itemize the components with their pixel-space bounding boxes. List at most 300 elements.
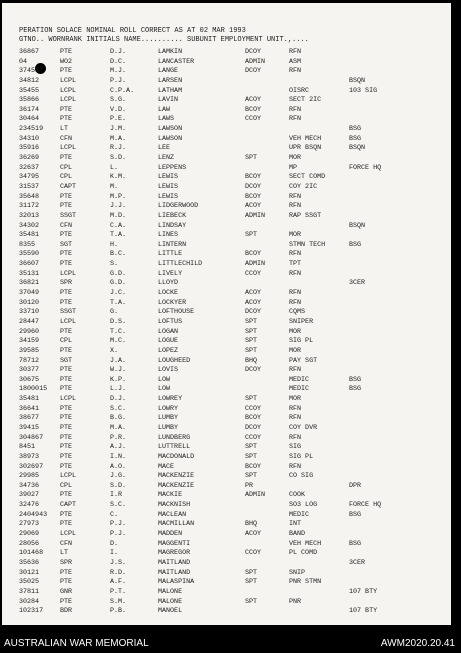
initials-cell: W.J. bbox=[110, 366, 127, 375]
service-number-cell: 101468 bbox=[19, 549, 44, 558]
initials-cell: P.J. bbox=[110, 76, 127, 85]
subunit-cell: CCOY bbox=[245, 115, 262, 124]
subunit-cell: PR bbox=[245, 481, 254, 490]
table-row bbox=[19, 549, 449, 559]
service-number-cell: 234519 bbox=[19, 125, 44, 134]
rank-cell: LCPL bbox=[60, 472, 77, 481]
employment-cell: ASM bbox=[289, 57, 302, 66]
subunit-cell: BCOY bbox=[245, 173, 262, 182]
rank-cell: PTE bbox=[60, 202, 73, 211]
surname-cell: LAWS bbox=[158, 115, 175, 124]
employment-cell: SIG PL bbox=[289, 337, 314, 346]
service-number-cell: 29069 bbox=[19, 530, 40, 539]
surname-cell: LANCASTER bbox=[158, 57, 195, 66]
surname-cell: MACMILLAN bbox=[158, 520, 195, 529]
employment-cell: MOR bbox=[289, 346, 302, 355]
surname-cell: MANOEL bbox=[158, 607, 183, 616]
table-row bbox=[19, 77, 449, 87]
rank-cell: PTE bbox=[60, 520, 73, 529]
table-row bbox=[19, 260, 449, 270]
rank-cell: CAPT bbox=[60, 182, 77, 191]
employment-cell: SNIPER bbox=[289, 317, 314, 326]
table-row bbox=[19, 337, 449, 347]
subunit-cell: DCOY bbox=[245, 48, 262, 56]
subunit-cell: SPT bbox=[245, 597, 258, 606]
table-row bbox=[19, 453, 449, 463]
surname-cell: LEWIS bbox=[158, 173, 179, 182]
surname-cell: MADDEN bbox=[158, 530, 183, 539]
unit-cell: BSQN bbox=[349, 76, 366, 85]
rank-cell: PTE bbox=[60, 250, 73, 259]
rank-cell: PTE bbox=[60, 510, 73, 519]
table-row bbox=[19, 173, 449, 183]
rank-cell: CAPT bbox=[60, 501, 77, 510]
initials-cell: D.J. bbox=[110, 48, 127, 56]
table-row bbox=[19, 241, 449, 251]
rank-cell: PTE bbox=[60, 115, 73, 124]
surname-cell: LINES bbox=[158, 231, 179, 240]
employment-cell: RFN bbox=[289, 250, 302, 259]
surname-cell: LOFTHOUSE bbox=[158, 308, 195, 317]
service-number-cell: 30377 bbox=[19, 366, 40, 375]
unit-cell: 3CER bbox=[349, 279, 366, 288]
table-row bbox=[19, 270, 449, 280]
table-row bbox=[19, 125, 449, 135]
table-row bbox=[19, 347, 449, 357]
initials-cell: J.C. bbox=[110, 289, 127, 298]
surname-cell: LEE bbox=[158, 144, 171, 153]
table-row bbox=[19, 569, 449, 579]
service-number-cell: 32637 bbox=[19, 163, 40, 172]
table-row bbox=[19, 501, 449, 511]
subunit-cell: SPT bbox=[245, 346, 258, 355]
subunit-cell: DCOY bbox=[245, 366, 262, 375]
initials-cell: I.N. bbox=[110, 452, 127, 461]
unit-cell: BSG bbox=[349, 385, 362, 394]
table-row bbox=[19, 482, 449, 492]
table-row bbox=[19, 385, 449, 395]
rank-cell: PTE bbox=[60, 462, 73, 471]
document-page bbox=[2, 3, 451, 625]
initials-cell: G. bbox=[110, 308, 119, 317]
subunit-cell: BCOY bbox=[245, 462, 262, 471]
employment-cell: VEH MECH bbox=[289, 134, 322, 143]
rank-cell: PTE bbox=[60, 366, 73, 375]
unit-cell: BSG bbox=[349, 134, 362, 143]
rank-cell: PTE bbox=[60, 375, 73, 384]
rank-cell: CFN bbox=[60, 221, 73, 230]
service-number-cell: 34736 bbox=[19, 481, 40, 490]
service-number-cell: 30464 bbox=[19, 115, 40, 124]
rank-cell: PTE bbox=[60, 433, 73, 442]
service-number-cell: 37453 bbox=[19, 67, 40, 76]
rank-cell: LCPL bbox=[60, 144, 77, 153]
surname-cell: LOCKE bbox=[158, 289, 179, 298]
archive-credit: AUSTRALIAN WAR MEMORIAL bbox=[4, 638, 149, 649]
rank-cell: PTE bbox=[60, 346, 73, 355]
initials-cell: J.S. bbox=[110, 558, 127, 567]
table-row bbox=[19, 106, 449, 116]
table-row bbox=[19, 511, 449, 521]
unit-cell: BSG bbox=[349, 240, 362, 249]
rank-cell: LCPL bbox=[60, 317, 77, 326]
employment-cell: OISRC bbox=[289, 86, 310, 95]
service-number-cell: 35636 bbox=[19, 558, 40, 567]
table-row bbox=[19, 96, 449, 106]
surname-cell: MACDONALD bbox=[158, 452, 195, 461]
surname-cell: LAVIN bbox=[158, 96, 179, 105]
column-headings: GTNO.. WORNRANK INITIALS NAME.......... SUBUNIT EMPLOYMENT UNIT.,.... bbox=[19, 36, 309, 44]
initials-cell: K.M. bbox=[110, 173, 127, 182]
service-number-cell: 34302 bbox=[19, 221, 40, 230]
initials-cell: V.D. bbox=[110, 105, 127, 114]
surname-cell: MALONE bbox=[158, 587, 183, 596]
subunit-cell: SPT bbox=[245, 337, 258, 346]
initials-cell: G.D. bbox=[110, 269, 127, 278]
rank-cell: SSGT bbox=[60, 211, 77, 220]
initials-cell: S.C. bbox=[110, 501, 127, 510]
subunit-cell: ADMIN bbox=[245, 260, 266, 269]
subunit-cell: SPT bbox=[245, 568, 258, 577]
table-row bbox=[19, 135, 449, 145]
service-number-cell: 304867 bbox=[19, 433, 44, 442]
initials-cell: M.A. bbox=[110, 423, 127, 432]
initials-cell: L. bbox=[110, 163, 119, 172]
initials-cell: P.E. bbox=[110, 115, 127, 124]
rank-cell: PTE bbox=[60, 423, 73, 432]
employment-cell: MOR bbox=[289, 327, 302, 336]
employment-cell: RFN bbox=[289, 115, 302, 124]
surname-cell: LOW bbox=[158, 375, 171, 384]
employment-cell: PAY SGT bbox=[289, 356, 318, 365]
initials-cell: M.C. bbox=[110, 337, 127, 346]
unit-cell: 103 SIG bbox=[349, 86, 378, 95]
surname-cell: LEWIS bbox=[158, 182, 179, 191]
service-number-cell: 30675 bbox=[19, 375, 40, 384]
rank-cell: CFN bbox=[60, 539, 73, 548]
surname-cell: LUMBY bbox=[158, 423, 179, 432]
rank-cell: CPL bbox=[60, 173, 73, 182]
subunit-cell: CCOY bbox=[245, 433, 262, 442]
subunit-cell: ADMIN bbox=[245, 491, 266, 500]
initials-cell: I. bbox=[110, 549, 119, 558]
initials-cell: T.C. bbox=[110, 327, 127, 336]
rank-cell: PTE bbox=[60, 443, 73, 452]
table-row bbox=[19, 366, 449, 376]
unit-cell: FORCE HQ bbox=[349, 501, 382, 510]
subunit-cell: SPT bbox=[245, 154, 258, 163]
table-row bbox=[19, 87, 449, 97]
service-number-cell: 31172 bbox=[19, 202, 40, 211]
initials-cell: P.J. bbox=[110, 530, 127, 539]
table-row bbox=[19, 405, 449, 415]
surname-cell: LOVIS bbox=[158, 366, 179, 375]
rank-cell: CPL bbox=[60, 163, 73, 172]
surname-cell: MACKIE bbox=[158, 491, 183, 500]
surname-cell: MALONE bbox=[158, 597, 183, 606]
initials-cell: J.A. bbox=[110, 356, 127, 365]
rank-cell: PTE bbox=[60, 597, 73, 606]
employment-cell: RFN bbox=[289, 298, 302, 307]
subunit-cell: DCOY bbox=[245, 308, 262, 317]
rank-cell: PTE bbox=[60, 192, 73, 201]
table-row bbox=[19, 395, 449, 405]
rank-cell: PTE bbox=[60, 404, 73, 413]
employment-cell: CQMS bbox=[289, 308, 306, 317]
rank-cell: PTE bbox=[60, 568, 73, 577]
employment-cell: TPT bbox=[289, 260, 302, 269]
service-number-cell: 39415 bbox=[19, 423, 40, 432]
rank-cell: CPL bbox=[60, 481, 73, 490]
surname-cell: MACE bbox=[158, 462, 175, 471]
surname-cell: LOFTUS bbox=[158, 317, 183, 326]
service-number-cell: 32013 bbox=[19, 211, 40, 220]
employment-cell: RFN bbox=[289, 404, 302, 413]
surname-cell: LOW bbox=[158, 385, 171, 394]
service-number-cell: 34159 bbox=[19, 337, 40, 346]
surname-cell: LOPEZ bbox=[158, 346, 179, 355]
employment-cell: MOR bbox=[289, 231, 302, 240]
initials-cell: H. bbox=[110, 240, 119, 249]
subunit-cell: SPT bbox=[245, 452, 258, 461]
surname-cell: MAITLAND bbox=[158, 568, 191, 577]
service-number-cell: 04 bbox=[19, 57, 28, 66]
table-row bbox=[19, 212, 449, 222]
subunit-cell: CCOY bbox=[245, 269, 262, 278]
subunit-cell: SPT bbox=[245, 317, 258, 326]
subunit-cell: SPT bbox=[245, 231, 258, 240]
initials-cell: B.C. bbox=[110, 250, 127, 259]
subunit-cell: DCOY bbox=[245, 423, 262, 432]
initials-cell: S.G. bbox=[110, 96, 127, 105]
surname-cell: MALASPINA bbox=[158, 578, 195, 587]
unit-cell: 3CER bbox=[349, 558, 366, 567]
table-row bbox=[19, 58, 449, 68]
rank-cell: SGT bbox=[60, 356, 73, 365]
rank-cell: PTE bbox=[60, 385, 73, 394]
table-row bbox=[19, 328, 449, 338]
rank-cell: PTE bbox=[60, 67, 73, 76]
employment-cell: RFN bbox=[289, 105, 302, 114]
service-number-cell: 30121 bbox=[19, 568, 40, 577]
surname-cell: LARSEN bbox=[158, 76, 183, 85]
rank-cell: PTE bbox=[60, 327, 73, 336]
service-number-cell: 38677 bbox=[19, 414, 40, 423]
rank-cell: PTE bbox=[60, 298, 73, 307]
service-number-cell: 30284 bbox=[19, 597, 40, 606]
initials-cell: R.D. bbox=[110, 568, 127, 577]
initials-cell: M.P. bbox=[110, 192, 127, 201]
service-number-cell: 28056 bbox=[19, 539, 40, 548]
initials-cell: T.A. bbox=[110, 231, 127, 240]
surname-cell: LANGE bbox=[158, 67, 179, 76]
document-title: PERATION SOLACE NOMINAL ROLL CORRECT AS AT 02 MAR 1993 bbox=[19, 27, 246, 35]
subunit-cell: SPT bbox=[245, 395, 258, 404]
surname-cell: MAITLAND bbox=[158, 558, 191, 567]
unit-cell: BSG bbox=[349, 375, 362, 384]
table-row bbox=[19, 463, 449, 473]
rank-cell: WO2 bbox=[60, 57, 73, 66]
subunit-cell: BCOY bbox=[245, 192, 262, 201]
surname-cell: LOGUE bbox=[158, 337, 179, 346]
service-number-cell: 36867 bbox=[19, 48, 40, 56]
table-row bbox=[19, 598, 449, 608]
service-number-cell: 36607 bbox=[19, 260, 40, 269]
roll-entries bbox=[19, 48, 449, 617]
service-number-cell: 31537 bbox=[19, 182, 40, 191]
initials-cell: S.C. bbox=[110, 404, 127, 413]
subunit-cell: BCOY bbox=[245, 105, 262, 114]
surname-cell: MACKENZIE bbox=[158, 481, 195, 490]
surname-cell: LENZ bbox=[158, 154, 175, 163]
surname-cell: LAMKIN bbox=[158, 48, 183, 56]
table-row bbox=[19, 588, 449, 598]
rank-cell: PTE bbox=[60, 231, 73, 240]
subunit-cell: BCOY bbox=[245, 250, 262, 259]
table-row bbox=[19, 424, 449, 434]
employment-cell: SNIP bbox=[289, 568, 306, 577]
service-number-cell: 35648 bbox=[19, 192, 40, 201]
table-row bbox=[19, 318, 449, 328]
table-row bbox=[19, 164, 449, 174]
rank-cell: PTE bbox=[60, 105, 73, 114]
initials-cell: D. bbox=[110, 539, 119, 548]
table-row bbox=[19, 115, 449, 125]
employment-cell: SECT COMD bbox=[289, 173, 326, 182]
employment-cell: RFN bbox=[289, 192, 302, 201]
service-number-cell: 29960 bbox=[19, 327, 40, 336]
subunit-cell: ADMIN bbox=[245, 57, 266, 66]
subunit-cell: ADMIN bbox=[245, 211, 266, 220]
employment-cell: VEH MECH bbox=[289, 539, 322, 548]
surname-cell: LITTLE bbox=[158, 250, 183, 259]
employment-cell: RFN bbox=[289, 366, 302, 375]
service-number-cell: 34812 bbox=[19, 76, 40, 85]
rank-cell: LCPL bbox=[60, 530, 77, 539]
initials-cell: M.J. bbox=[110, 67, 127, 76]
service-number-cell: 29985 bbox=[19, 472, 40, 481]
employment-cell: RFN bbox=[289, 462, 302, 471]
table-row bbox=[19, 231, 449, 241]
surname-cell: LAWSON bbox=[158, 134, 183, 143]
initials-cell: A.O. bbox=[110, 462, 127, 471]
rank-cell: PTE bbox=[60, 491, 73, 500]
rank-cell: PTE bbox=[60, 48, 73, 56]
rank-cell: SGT bbox=[60, 240, 73, 249]
employment-cell: MP bbox=[289, 163, 298, 172]
initials-cell: D.S. bbox=[110, 317, 127, 326]
table-row bbox=[19, 472, 449, 482]
initials-cell: P.R. bbox=[110, 433, 127, 442]
initials-cell: A.F. bbox=[110, 578, 127, 587]
rank-cell: LCPL bbox=[60, 96, 77, 105]
service-number-cell: 27973 bbox=[19, 520, 40, 529]
table-row bbox=[19, 578, 449, 588]
initials-cell: C.A. bbox=[110, 221, 127, 230]
surname-cell: LUTTRELL bbox=[158, 443, 191, 452]
initials-cell: C.P.A. bbox=[110, 86, 135, 95]
table-row bbox=[19, 144, 449, 154]
employment-cell: RFN bbox=[289, 433, 302, 442]
table-row bbox=[19, 376, 449, 386]
table-row bbox=[19, 48, 449, 58]
employment-cell: STMN TECH bbox=[289, 240, 326, 249]
employment-cell: RAP SSGT bbox=[289, 211, 322, 220]
table-row bbox=[19, 559, 449, 569]
initials-cell: S.D. bbox=[110, 481, 127, 490]
initials-cell: S.D. bbox=[110, 154, 127, 163]
surname-cell: LIVELY bbox=[158, 269, 183, 278]
surname-cell: LINDSAY bbox=[158, 221, 187, 230]
rank-cell: LCPL bbox=[60, 76, 77, 85]
employment-cell: MEDIC bbox=[289, 385, 310, 394]
unit-cell: 107 BTY bbox=[349, 587, 378, 596]
surname-cell: LUMBY bbox=[158, 414, 179, 423]
initials-cell: P.J. bbox=[110, 520, 127, 529]
initials-cell: M.D. bbox=[110, 211, 127, 220]
service-number-cell: 35025 bbox=[19, 578, 40, 587]
initials-cell: X. bbox=[110, 346, 119, 355]
surname-cell: LOWREY bbox=[158, 395, 183, 404]
surname-cell: LIEBECK bbox=[158, 211, 187, 220]
rank-cell: CPL bbox=[60, 337, 73, 346]
surname-cell: MACLEAN bbox=[158, 510, 187, 519]
service-number-cell: 2404943 bbox=[19, 510, 48, 519]
rank-cell: PTE bbox=[60, 414, 73, 423]
subunit-cell: ACOY bbox=[245, 530, 262, 539]
initials-cell: R.J. bbox=[110, 144, 127, 153]
unit-cell: BSG bbox=[349, 539, 362, 548]
service-number-cell: 35916 bbox=[19, 144, 40, 153]
service-number-cell: 30120 bbox=[19, 298, 40, 307]
rank-cell: PTE bbox=[60, 260, 73, 269]
employment-cell: MOR bbox=[289, 395, 302, 404]
initials-cell: T.A. bbox=[110, 298, 127, 307]
service-number-cell: 35481 bbox=[19, 395, 40, 404]
service-number-cell: 36174 bbox=[19, 105, 40, 114]
surname-cell: LOGAN bbox=[158, 327, 179, 336]
table-row bbox=[19, 222, 449, 232]
initials-cell: A.J. bbox=[110, 443, 127, 452]
rank-cell: PTE bbox=[60, 289, 73, 298]
table-row bbox=[19, 183, 449, 193]
initials-cell: P.T. bbox=[110, 587, 127, 596]
table-row bbox=[19, 67, 449, 77]
service-number-cell: 32476 bbox=[19, 501, 40, 510]
service-number-cell: 102317 bbox=[19, 607, 44, 616]
employment-cell: SECT 2IC bbox=[289, 96, 322, 105]
table-row bbox=[19, 193, 449, 203]
table-row bbox=[19, 443, 449, 453]
archive-reference: AWM2020.20.41 bbox=[380, 638, 455, 649]
service-number-cell: 36821 bbox=[19, 279, 40, 288]
employment-cell: RFN bbox=[289, 202, 302, 211]
subunit-cell: SPT bbox=[245, 443, 258, 452]
service-number-cell: 38973 bbox=[19, 452, 40, 461]
employment-cell: RFN bbox=[289, 414, 302, 423]
service-number-cell: 33710 bbox=[19, 308, 40, 317]
employment-cell: PNR STMN bbox=[289, 578, 322, 587]
surname-cell: LEWIS bbox=[158, 192, 179, 201]
table-row bbox=[19, 154, 449, 164]
surname-cell: LAWSON bbox=[158, 125, 183, 134]
rank-cell: LT bbox=[60, 549, 69, 558]
rank-cell: SSGT bbox=[60, 308, 77, 317]
initials-cell: D.J. bbox=[110, 395, 127, 404]
initials-cell: S. bbox=[110, 260, 119, 269]
employment-cell: MOR bbox=[289, 154, 302, 163]
initials-cell: J.M. bbox=[110, 125, 127, 134]
